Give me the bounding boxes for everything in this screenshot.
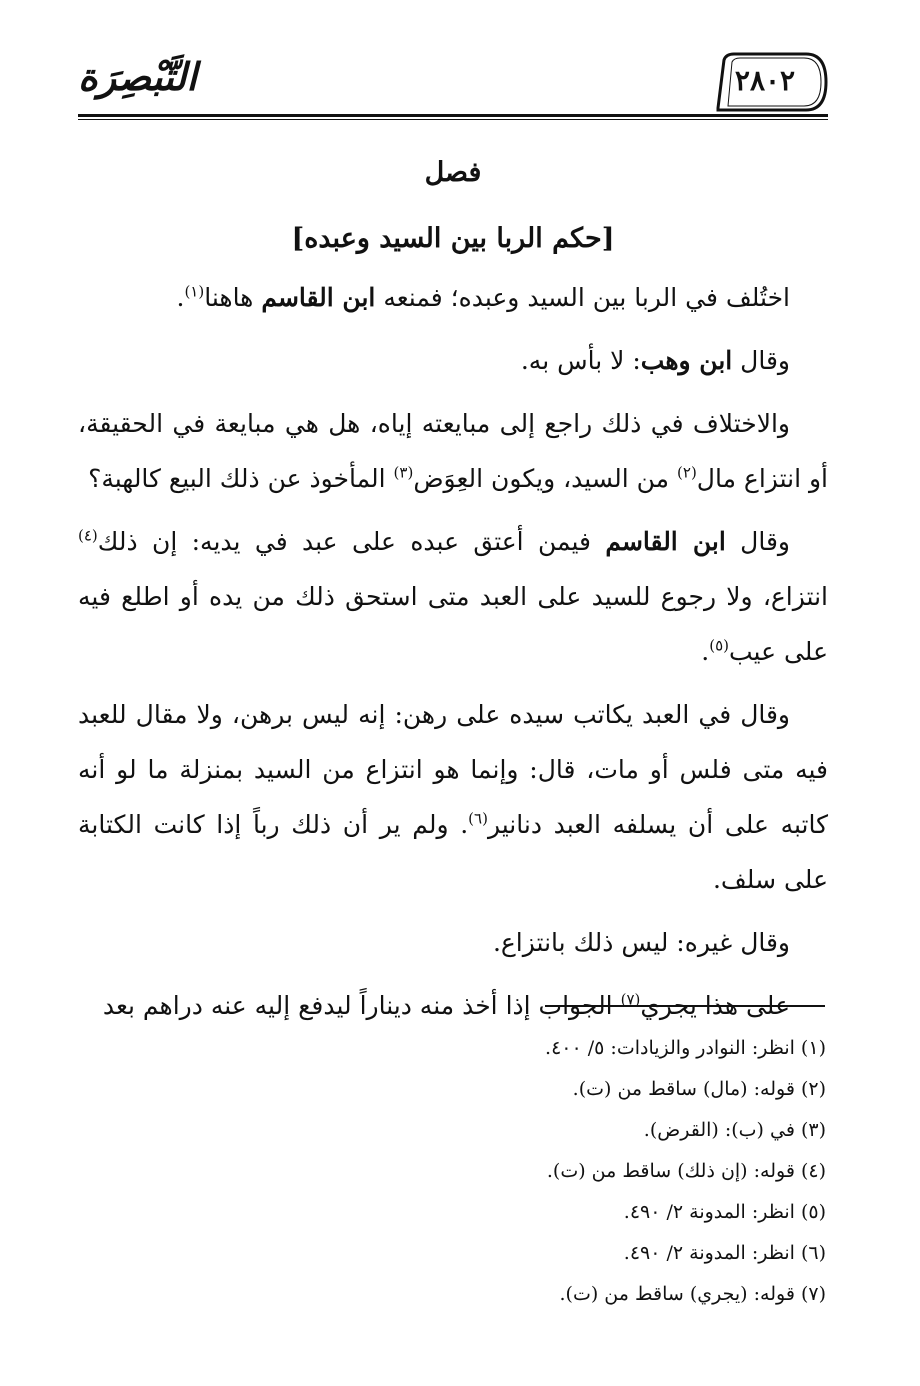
paragraph-text: وقال في العبد يكاتب سيده على رهن: إنه ليس برهن، ولا مقال للعبد فيه متى فلس أو مات، قال: وإنما هو انتزاع من السيد بمنزلة ما لو أنه كاتبه على أن يسلفه العبد دنانير [78, 700, 828, 839]
paragraph-text: الجواب إذا أخذ منه ديناراً ليدفع إليه عنه دراهم بعد [102, 991, 621, 1020]
page-number: ٢٨٠٢ [734, 64, 796, 97]
paragraph-text: . ولم ير أن ذلك رباً إذا كانت الكتابة على سلف. [78, 810, 828, 894]
paragraph-text: فيمن أعتق عبده على عبد في يديه: إن ذلك [97, 527, 606, 556]
footnotes [78, 1028, 826, 1315]
paragraph-text: وقال [732, 346, 790, 375]
paragraphs [78, 270, 828, 1033]
paragraph-text: على هذا يجري [640, 991, 790, 1020]
paragraph-text: وقال غيره: ليس ذلك بانتزاع. [492, 928, 790, 957]
footnote: (١) انظر: النوادر والزيادات: ٥/ ٤٠٠. [545, 1037, 826, 1059]
footnote: (٢) قوله: (مال) ساقط من (ت). [572, 1078, 826, 1100]
footnote-ref: (٢) [677, 463, 697, 482]
section-subtitle: [حكم الربا بين السيد وعبده] [291, 223, 615, 254]
footnote-ref: (٣) [393, 463, 414, 482]
header-rule [78, 114, 828, 117]
footnote: (٣) في (ب): (القرض). [643, 1119, 826, 1141]
page-number-badge [710, 50, 828, 114]
paragraph [78, 915, 828, 970]
footnote: (٥) انظر: المدونة ٢/ ٤٩٠. [623, 1201, 826, 1223]
paragraph [78, 333, 828, 388]
footnote-ref: (٦) [468, 809, 488, 828]
paragraph-text: انتزاع، ولا رجوع للسيد على العبد متى استحق ذلك من يده أو اطلع فيه على عيب [78, 582, 828, 666]
footnote: (٦) انظر: المدونة ٢/ ٤٩٠. [623, 1242, 826, 1264]
paragraph-text: من السيد، ويكون العِوَض [413, 464, 678, 493]
footnote-ref: (١) [184, 282, 205, 301]
footnote-ref: (٥) [709, 636, 729, 655]
paragraph-text: هاهنا [204, 283, 262, 312]
section-title: فصل [424, 157, 482, 188]
footnote: (٤) قوله: (إن ذلك) ساقط من (ت). [546, 1160, 826, 1182]
header-rule-thin [78, 119, 828, 120]
paragraph-text: . [701, 637, 710, 666]
paragraph-text: اختُلف في الربا بين السيد وعبده؛ فمنعه [375, 283, 790, 312]
book-title: التَّبْصِرَة [78, 54, 197, 99]
footnote-separator [545, 1005, 825, 1007]
paragraph-text: . [176, 283, 185, 312]
scholar-name: ابن وهب [640, 346, 733, 375]
page-header [78, 48, 828, 124]
scholar-name: ابن القاسم [605, 527, 726, 556]
paragraph-text: المأخوذ عن ذلك البيع كالهبة؟ [88, 464, 394, 493]
paragraph [78, 514, 828, 679]
paragraph [78, 687, 828, 907]
footnote: (٧) قوله: (يجري) ساقط من (ت). [559, 1283, 826, 1305]
scholar-name: ابن القاسم [261, 283, 376, 312]
paragraph [78, 396, 828, 506]
footnote-ref: (٤) [78, 526, 98, 545]
main-text [78, 148, 828, 1041]
paragraph [78, 270, 828, 325]
paragraph-text: وقال [725, 527, 790, 556]
paragraph-text: : لا بأس به. [520, 346, 641, 375]
paragraph-text: والاختلاف في ذلك راجع إلى مبايعته إياه، هل هي مبايعة في الحقيقة، أو انتزاع مال [78, 409, 828, 493]
footnote-ref: (٧) [620, 990, 641, 1009]
